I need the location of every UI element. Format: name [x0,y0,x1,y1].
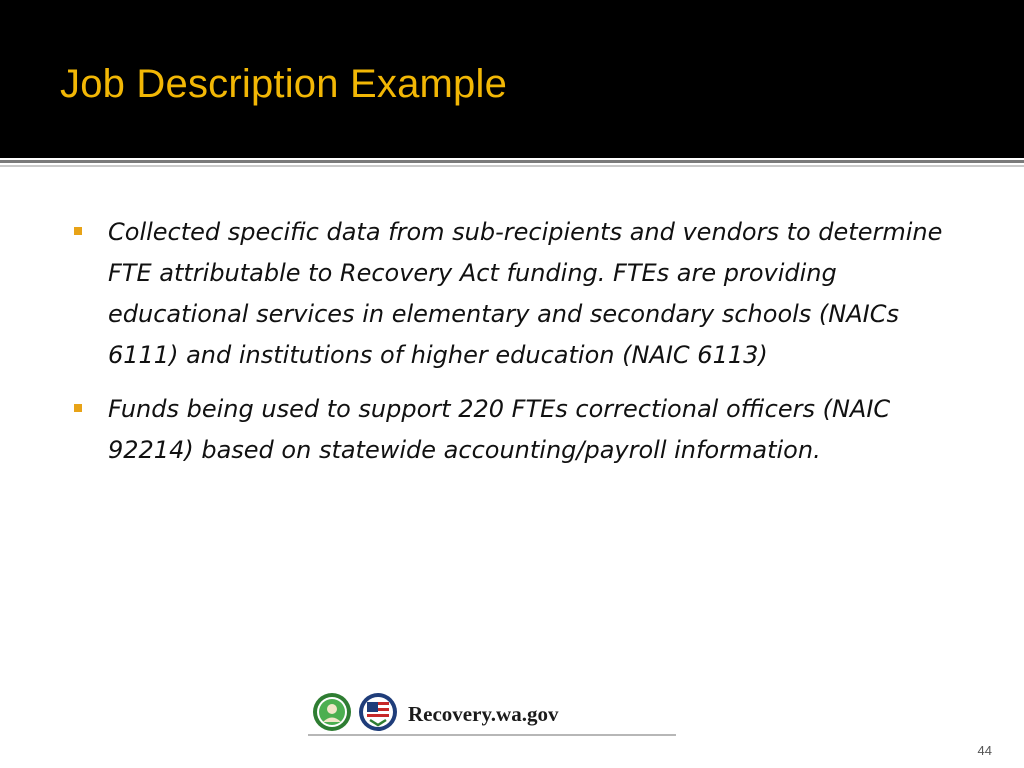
recovery-act-seal-icon [358,692,398,732]
recovery-logo [308,690,676,736]
bullet-marker-icon [74,404,82,412]
bullet-list [74,212,954,484]
slide-title: Job Description Example [60,62,508,106]
bullet-marker-icon [74,227,82,235]
logo-underline [308,734,676,736]
bullet-item [74,212,954,376]
title-divider-light [0,165,1024,167]
title-bar [0,0,1024,158]
bullet-text: Funds being used to support 220 FTEs correctional officers (NAIC 92214) based on statewide accounting/payroll information. [108,395,891,464]
washington-state-seal-icon [312,692,352,732]
logo-text: Recovery.wa.gov [408,702,559,726]
bullet-item [74,389,954,471]
title-divider [0,160,1024,163]
bullet-text: Collected specific data from sub-recipients and vendors to determine FTE attributable to Recovery Act funding. FTEs are providing educational services in elementary and secondary schools (NAICs 6111) and institutions of higher education (NAIC 6113) [108,218,943,369]
page-number: 44 [977,743,992,758]
